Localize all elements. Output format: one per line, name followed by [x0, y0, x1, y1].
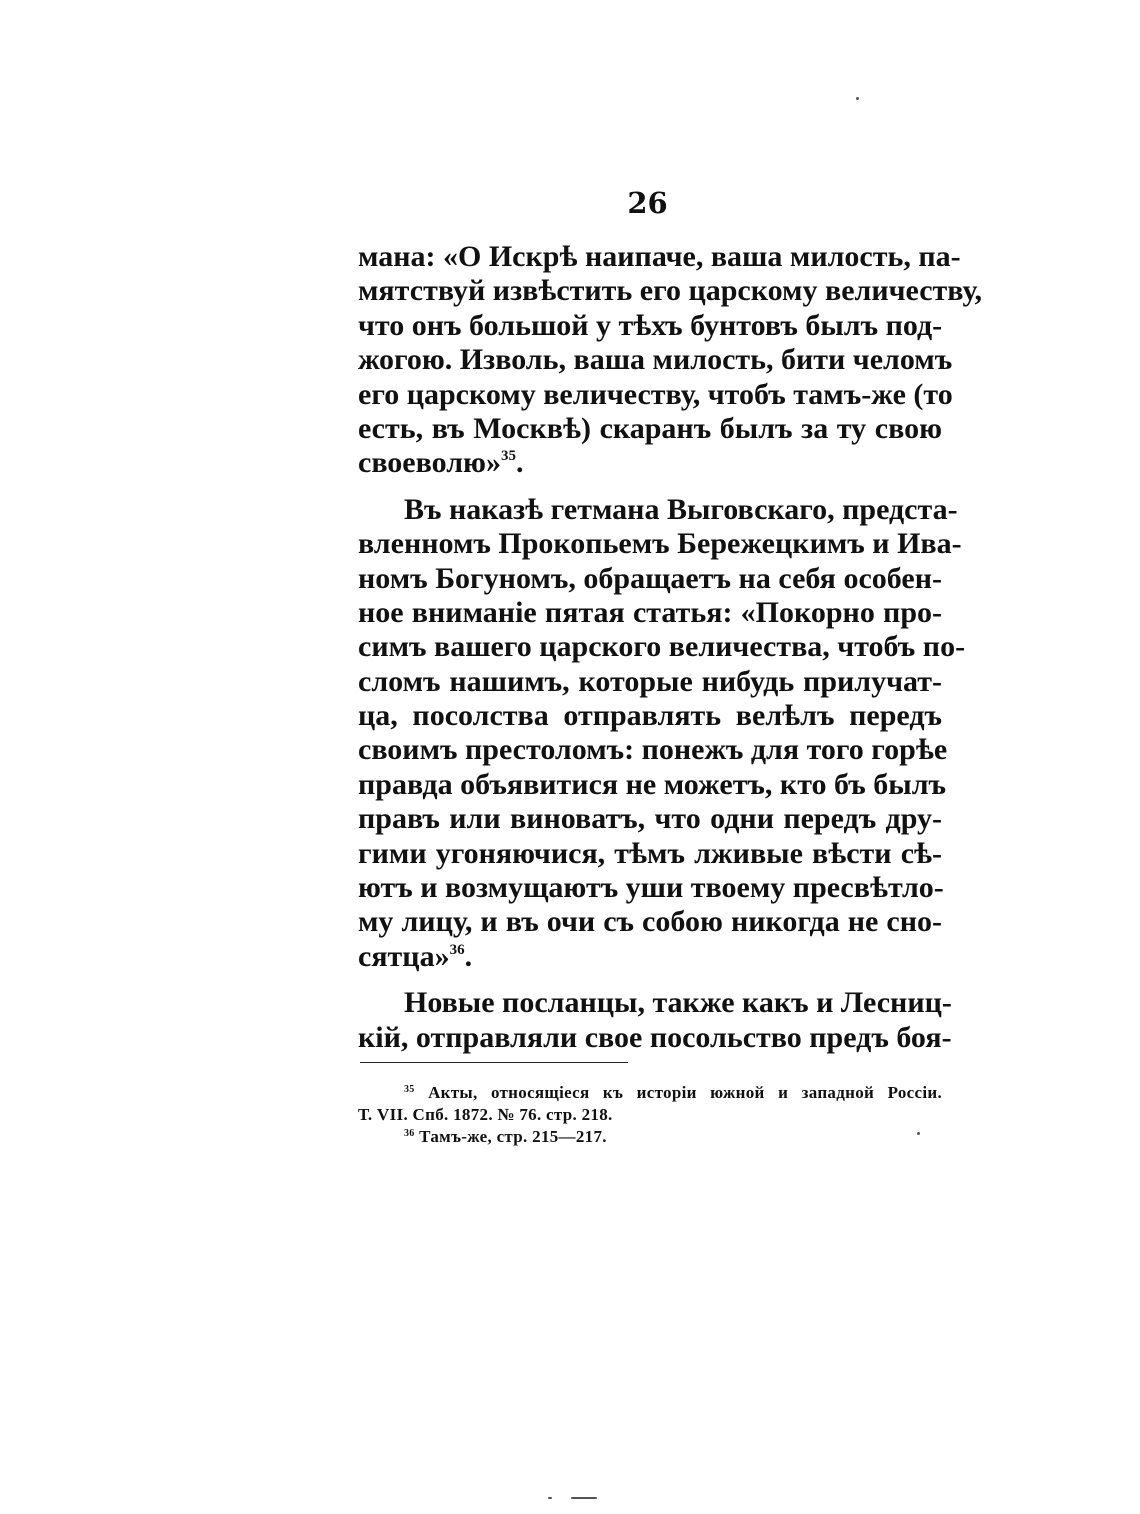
- text-line: гими угоняючися, тѣмъ лживые вѣсти сѣ-: [358, 836, 942, 870]
- footnote-ref: 36: [449, 941, 465, 958]
- text-line: [358, 940, 942, 974]
- text-line: что онъ большой у тѣхъ бунтовъ былъ под-: [358, 308, 943, 342]
- page-number: 26: [627, 186, 668, 220]
- text-fragment: .: [464, 939, 473, 973]
- text-line: есть, въ Москвѣ) скаранъ былъ за ту свою: [358, 411, 942, 445]
- footnote-ref: 35: [500, 448, 516, 465]
- text-line: номъ Богуномъ, обращаетъ на себя особен-: [358, 561, 942, 595]
- text-fragment: сятца»: [358, 939, 450, 973]
- scan-speck: [548, 1497, 552, 1499]
- text-line: своимъ престоломъ: понежъ для того горѣе: [358, 733, 948, 767]
- text-line: правъ или виноватъ, что одни передъ дру-: [358, 802, 942, 836]
- text-line: его царскому величеству, чтобъ тамъ-же (то: [358, 377, 953, 411]
- footnote-continuation: Т. VII. Спб. 1872. № 76. стр. 218.: [358, 1105, 613, 1124]
- footnote: [358, 1082, 942, 1104]
- text-line: ютъ и возмущаютъ уши твоему пресвѣтло-: [358, 871, 944, 905]
- footnote-number: 36: [404, 1128, 415, 1139]
- text-line: му лицу, и въ очи съ собою никогда не сно-: [358, 905, 942, 939]
- text-line: мана: «О Искрѣ наипаче, ваша милость, па-: [358, 240, 961, 273]
- footnotes: [358, 1082, 942, 1148]
- footnote-number: 35: [404, 1084, 415, 1095]
- text-fragment: своеволю»: [358, 446, 501, 480]
- text-line: сломъ нашимъ, которые нибудь прилучат-: [358, 664, 942, 698]
- text-line: правда объявитися не можетъ, кто бъ былъ: [358, 767, 947, 801]
- text-line: ное вниманіе пятая статья: «Покорно про-: [358, 595, 942, 629]
- text-fragment: .: [515, 446, 524, 480]
- text-line: жогою. Изволь, ваша милость, бити челомъ: [358, 343, 953, 377]
- text-line: Въ наказѣ гетмана Выговскаго, предста-: [404, 492, 958, 526]
- footnote-text: Тамъ-же, стр. 215—217.: [419, 1127, 607, 1146]
- text-line: симъ вашего царского величества, чтобъ по-: [358, 630, 966, 664]
- footnote-rule: [360, 1062, 628, 1063]
- text-line: ца, посолства отправлять велѣлъ передъ: [358, 699, 942, 733]
- footnote: [358, 1126, 942, 1148]
- text-line: кій, отправляли свое посольство предъ боя-: [358, 1020, 952, 1054]
- main-text: [358, 240, 982, 1055]
- text-line: Новые посланцы, также какъ и Лесниц-: [404, 986, 952, 1020]
- text-line: [358, 446, 942, 480]
- scan-speck: [856, 97, 859, 100]
- scan-speck: [917, 1132, 920, 1135]
- text-line: мятствуй извѣстить его царскому величеству,: [358, 274, 982, 308]
- text-line: вленномъ Прокопьемъ Бережецкимъ и Ива-: [358, 527, 962, 561]
- footnote-text: Акты, относящіеся къ исторіи южной и западной Россіи.: [428, 1083, 942, 1102]
- scan-speck: [571, 1497, 597, 1499]
